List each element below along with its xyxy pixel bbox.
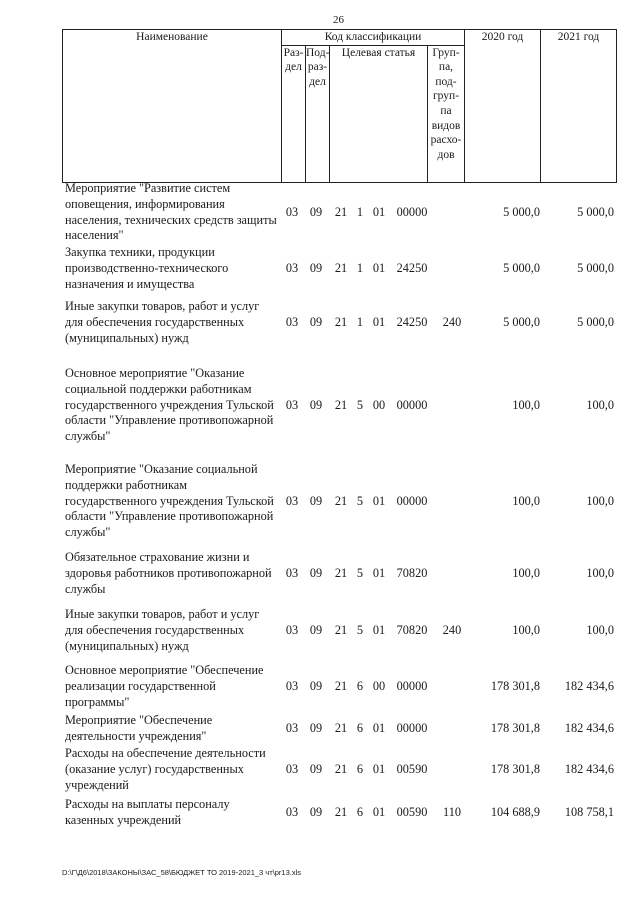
- row-cs1: 21: [334, 720, 348, 735]
- row-podrazdel: 09: [309, 314, 323, 329]
- row-cs4: 24250: [396, 314, 428, 329]
- row-cs1: 21: [334, 314, 348, 329]
- row-name: Расходы на обеспечение деятельности (оказание услуг) государственных учреждений: [65, 746, 266, 792]
- row-cs4: 00000: [396, 204, 428, 219]
- header-expense-group: Груп-па, под-груп-па видов расхо-дов: [428, 45, 465, 182]
- row-cs4: 00000: [396, 493, 428, 508]
- row-cs3: 01: [372, 565, 386, 580]
- row-cs1: 21: [334, 678, 348, 693]
- row-cs3: 00: [372, 397, 386, 412]
- row-value-2020: 5 000,0: [503, 260, 540, 275]
- row-cs2: 5: [356, 622, 364, 637]
- row-podrazdel: 09: [309, 565, 323, 580]
- row-podrazdel: 09: [309, 720, 323, 735]
- row-razdel: 03: [285, 397, 299, 412]
- row-cs2: 1: [356, 260, 364, 275]
- row-name: Основное мероприятие "Оказание социальной поддержки работникам государственного учреждения Тульской области "Управление противопожарной службы": [65, 366, 274, 444]
- row-cs4: 00000: [396, 397, 428, 412]
- header-razdel: Раз-дел: [282, 45, 306, 182]
- row-value-2020: 178 301,8: [490, 761, 540, 776]
- row-cs1: 21: [334, 565, 348, 580]
- row-cs3: 01: [372, 493, 386, 508]
- row-name: Иные закупки товаров, работ и услуг для обеспечения государственных (муниципальных) нужд: [65, 607, 260, 653]
- row-value-2021: 100,0: [586, 493, 614, 508]
- row-cs1: 21: [334, 260, 348, 275]
- header-year-2020: 2020 год: [465, 30, 541, 183]
- row-cs2: 1: [356, 314, 364, 329]
- row-razdel: 03: [285, 493, 299, 508]
- row-cs2: 6: [356, 761, 364, 776]
- row-cs2: 1: [356, 204, 364, 219]
- row-podrazdel: 09: [309, 678, 323, 693]
- row-podrazdel: 09: [309, 622, 323, 637]
- row-podrazdel: 09: [309, 804, 323, 819]
- row-podrazdel: 09: [309, 761, 323, 776]
- row-value-2021: 5 000,0: [577, 204, 614, 219]
- row-cs1: 21: [334, 761, 348, 776]
- row-cs4: 00000: [396, 720, 428, 735]
- row-cs1: 21: [334, 204, 348, 219]
- row-cs4: 24250: [396, 260, 428, 275]
- row-value-2020: 100,0: [512, 493, 540, 508]
- row-group: 240: [442, 314, 462, 329]
- row-razdel: 03: [285, 761, 299, 776]
- header-name: Наименование: [63, 30, 282, 183]
- row-cs2: 6: [356, 804, 364, 819]
- row-cs4: 70820: [396, 622, 428, 637]
- row-cs1: 21: [334, 804, 348, 819]
- row-cs4: 00590: [396, 761, 428, 776]
- row-name: Основное мероприятие "Обеспечение реализации государственной программы": [65, 663, 264, 709]
- row-value-2020: 100,0: [512, 565, 540, 580]
- row-cs1: 21: [334, 622, 348, 637]
- row-value-2021: 100,0: [586, 622, 614, 637]
- row-value-2020: 5 000,0: [503, 204, 540, 219]
- row-name: Мероприятие "Оказание социальной поддержки работникам государственного учреждения Тульской области "Управление противопожарной службы": [65, 462, 274, 540]
- header-target-article: Целевая статья: [330, 45, 428, 182]
- row-value-2021: 182 434,6: [564, 678, 614, 693]
- row-podrazdel: 09: [309, 493, 323, 508]
- row-value-2021: 182 434,6: [564, 761, 614, 776]
- row-razdel: 03: [285, 678, 299, 693]
- row-group: 110: [443, 804, 461, 819]
- row-razdel: 03: [285, 804, 299, 819]
- header-code: Код классификации: [282, 30, 465, 46]
- row-cs4: 00590: [396, 804, 428, 819]
- row-cs1: 21: [334, 397, 348, 412]
- file-path-footer: D:\Г\Д6\2018\ЗАКОНЫ\ЗАС_58\БЮДЖЕТ ТО 2019-2021_3 чт\pr13.xls: [62, 868, 301, 877]
- row-name: Расходы на выплаты персоналу казенных учреждений: [65, 797, 230, 827]
- row-razdel: 03: [285, 565, 299, 580]
- row-podrazdel: 09: [309, 260, 323, 275]
- row-razdel: 03: [285, 204, 299, 219]
- row-cs3: 00: [372, 678, 386, 693]
- row-cs4: 70820: [396, 565, 428, 580]
- row-name: Закупка техники, продукции производственно-технического назначения и имущества: [65, 245, 229, 291]
- row-cs4: 00000: [396, 678, 428, 693]
- row-cs3: 01: [372, 761, 386, 776]
- row-value-2020: 100,0: [512, 622, 540, 637]
- header-year-2021: 2021 год: [541, 30, 617, 183]
- row-razdel: 03: [285, 314, 299, 329]
- page-number: 26: [333, 14, 344, 26]
- row-cs2: 5: [356, 565, 364, 580]
- row-value-2021: 182 434,6: [564, 720, 614, 735]
- row-name: Обязательное страхование жизни и здоровья работников противопожарной службы: [65, 550, 272, 596]
- row-value-2021: 108 758,1: [564, 804, 614, 819]
- row-group: 240: [442, 622, 462, 637]
- table-header: [62, 29, 617, 183]
- row-razdel: 03: [285, 260, 299, 275]
- row-cs3: 01: [372, 204, 386, 219]
- row-cs3: 01: [372, 622, 386, 637]
- row-name: Мероприятие "Развитие систем оповещения, информирования населения, технических средств защиты населения": [65, 181, 277, 243]
- row-podrazdel: 09: [309, 204, 323, 219]
- row-value-2020: 104 688,9: [490, 804, 540, 819]
- row-podrazdel: 09: [309, 397, 323, 412]
- row-name: Иные закупки товаров, работ и услуг для обеспечения государственных (муниципальных) нужд: [65, 299, 260, 345]
- row-cs3: 01: [372, 260, 386, 275]
- row-cs2: 6: [356, 678, 364, 693]
- row-razdel: 03: [285, 622, 299, 637]
- row-value-2021: 5 000,0: [577, 260, 614, 275]
- row-value-2020: 5 000,0: [503, 314, 540, 329]
- row-value-2021: 5 000,0: [577, 314, 614, 329]
- row-value-2021: 100,0: [586, 565, 614, 580]
- row-cs3: 01: [372, 314, 386, 329]
- row-value-2020: 100,0: [512, 397, 540, 412]
- row-value-2020: 178 301,8: [490, 678, 540, 693]
- row-name: Мероприятие "Обеспечение деятельности учреждения": [65, 713, 213, 743]
- row-cs2: 6: [356, 720, 364, 735]
- row-cs1: 21: [334, 493, 348, 508]
- row-cs2: 5: [356, 493, 364, 508]
- row-razdel: 03: [285, 720, 299, 735]
- row-value-2020: 178 301,8: [490, 720, 540, 735]
- header-podrazdel: Под-раз-дел: [306, 45, 330, 182]
- row-cs3: 01: [372, 720, 386, 735]
- row-cs2: 5: [356, 397, 364, 412]
- row-cs3: 01: [372, 804, 386, 819]
- row-value-2021: 100,0: [586, 397, 614, 412]
